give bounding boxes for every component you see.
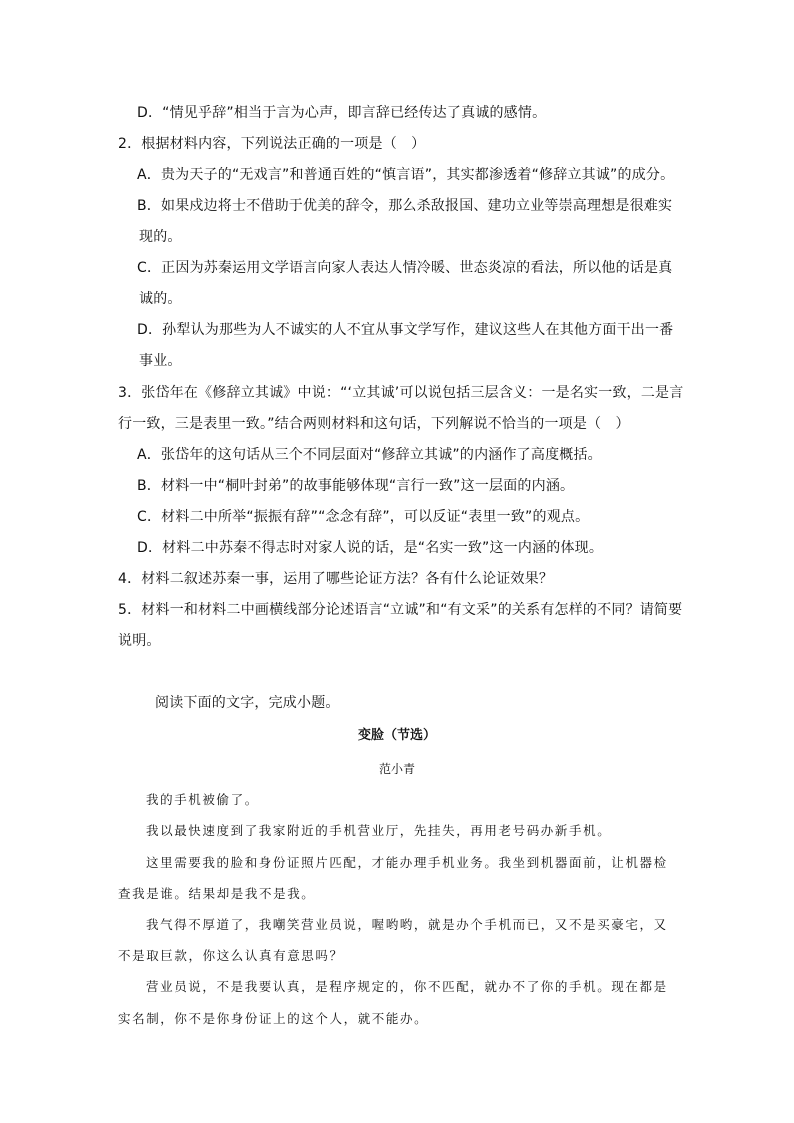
story-paragraph-5-line2: 实名制，你不是你身份证上的这个人，就不能办。 xyxy=(118,1011,429,1026)
q2-option-c-line2: 诚的。 xyxy=(139,291,182,307)
reading-instruction: 阅读下面的文字，完成小题。 xyxy=(155,695,340,711)
q3-option-c: C．材料二中所举“振振有辞”“念念有辞”，可以反证“表里一致”的观点。 xyxy=(137,509,590,525)
q5-stem-line1: 5．材料一和材料二中画横线部分论述语言“立诚”和“有文采”的关系有怎样的不同？请简要 xyxy=(118,602,683,618)
q3-option-b: B．材料一中“桐叶封弟”的故事能够体现“言行一致”这一层面的内涵。 xyxy=(137,478,575,494)
q2-option-b-line1: B．如果戍边将士不借助于优美的辞令，那么杀敌报国、建功立业等崇高理想是很难实 xyxy=(137,198,673,214)
q4-stem: 4．材料二叙述苏秦一事，运用了哪些论证方法？各有什么论证效果？ xyxy=(118,571,554,587)
q2-stem: 2．根据材料内容，下列说法正确的一项是（ ） xyxy=(118,136,426,152)
q5-stem-line2: 说明。 xyxy=(118,633,161,649)
story-paragraph-3-line2: 查我是谁。结果却是我不是我。 xyxy=(118,886,316,901)
q1-option-d: D．“情见乎辞”相当于言为心声，即言辞已经传达了真诚的感情。 xyxy=(137,105,547,121)
q3-stem-line2: 行一致，三是表里一致。”结合两则材料和这句话，下列解说不恰当的一项是（ ） xyxy=(118,416,630,432)
q3-option-d: D．材料二中苏秦不得志时对家人说的话，是“名实一致”这一内涵的体现。 xyxy=(137,540,604,556)
q2-option-d-line1: D．孙犁认为那些为人不诚实的人不宜从事文学写作，建议这些人在其他方面干出一番 xyxy=(137,322,674,338)
story-paragraph-4-line2: 不是取巨款，你这么认真有意思吗？ xyxy=(118,948,344,963)
q2-option-c-line1: C．正因为苏秦运用文学语言向家人表达人情冷暖、世态炎凉的看法，所以他的话是真 xyxy=(137,260,673,276)
q2-option-a: A．贵为天子的“无戏言”和普通百姓的“慎言语”，其实都渗透着“修辞立其诚”的成分。 xyxy=(137,167,675,183)
story-title: 变脸（节选） xyxy=(357,728,436,743)
q3-stem-line1: 3．张岱年在《修辞立其诚》中说：“‘立其诚’可以说包括三层含义：一是名实一致，二是言 xyxy=(118,385,684,401)
story-paragraph-4-line1: 我气得不厚道了，我嘲笑营业员说，喔哟哟，就是办个手机而已，又不是买豪宅，又 xyxy=(146,917,668,932)
story-paragraph-1: 我的手机被偷了。 xyxy=(146,792,259,807)
story-author: 范小青 xyxy=(378,762,415,776)
story-paragraph-2: 我以最快速度到了我家附近的手机营业厅，先挂失，再用老号码办新手机。 xyxy=(146,823,612,838)
story-paragraph-5-line1: 营业员说，不是我要认真，是程序规定的，你不匹配，就办不了你的手机。现在都是 xyxy=(146,979,668,994)
q3-option-a: A．张岱年的这句话从三个不同层面对“修辞立其诚”的内涵作了高度概括。 xyxy=(137,447,602,463)
q2-option-d-line2: 事业。 xyxy=(139,353,182,369)
q2-option-b-line2: 现的。 xyxy=(139,229,182,245)
story-paragraph-3-line1: 这里需要我的脸和身份证照片匹配，才能办理手机业务。我坐到机器面前，让机器检 xyxy=(146,855,668,870)
